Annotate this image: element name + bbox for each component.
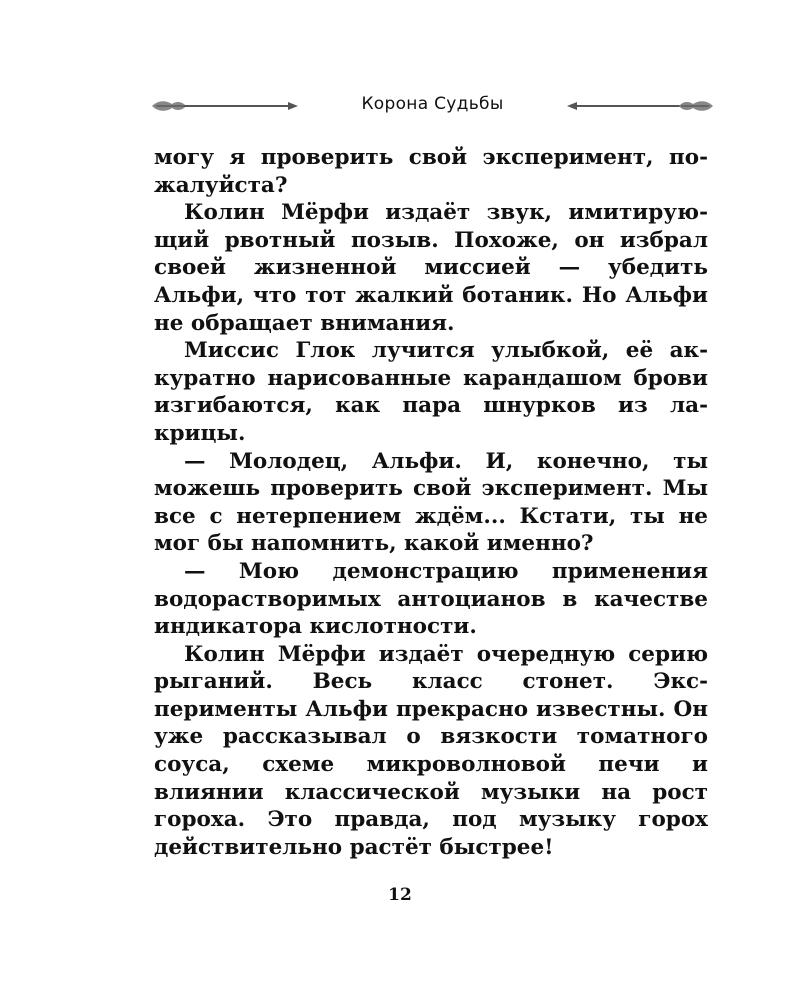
paragraph: — Мою демонстрацию применения водорастворимых антоцианов в качестве индикатора кислотности. xyxy=(154,558,708,640)
paragraph: Колин Мёрфи издаёт звук, имитирующий рвотный позыв. Похоже, он избрал своей жизненной миссией — убедить Альфи, что тот жалкий ботаник. Но Альфи не обращает внимания. xyxy=(154,200,708,336)
page-number: 12 xyxy=(388,885,412,905)
ornament-arrow-right-icon xyxy=(565,98,715,114)
paragraph: Колин Мёрфи издаёт очередную серию рыганий. Весь класс стонет. Эксперименты Альфи прекрасно известны. Он уже рассказывал о вязкости томатного соуса, схеме микроволновой печи и влиянии классической музыки на рост гороха. Это правда, под музыку горох действительно растёт быстрее! xyxy=(154,641,708,860)
paragraph: Миссис Глок лучится улыбкой, её аккуратно нарисованные карандашом брови изгибаются, как пара шнурков из лакрицы. xyxy=(154,338,708,446)
book-title: Корона Судьбы xyxy=(361,94,504,114)
body-text xyxy=(154,144,708,861)
running-header xyxy=(150,88,715,124)
paragraph: — Молодец, Альфи. И, конечно, ты можешь проверить свой эксперимент. Мы все с нетерпением ждём... Кстати, ты не мог бы напомнить, какой именно? xyxy=(154,448,708,557)
paragraph: могу я проверить свой эксперимент, пожалуйста? xyxy=(154,145,708,198)
